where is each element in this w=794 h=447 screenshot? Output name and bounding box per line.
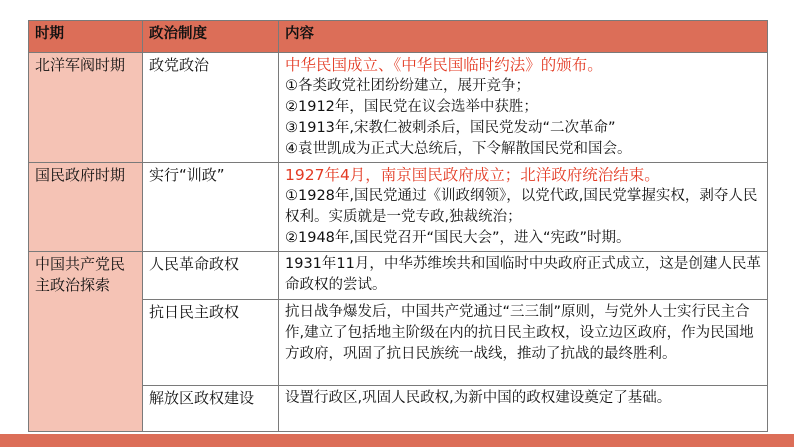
content-cell — [279, 163, 768, 252]
highlight-text: 中华民国成立、《中华民国临时约法》的颁布。 — [285, 56, 603, 74]
content-cell: 抗日战争爆发后，中国共产党通过“三三制”原则，与党外人士实行民主合作,建立了包括地主阶级在内的抗日民主政权，设立边区政府，作为民国地方政府，巩固了抗日民族统一战线，推动了抗战的最终胜利。 — [279, 300, 768, 386]
system-cell: 抗日民主政权 — [143, 300, 279, 386]
history-table — [28, 20, 768, 432]
content-cell — [279, 53, 768, 163]
content-cell: 1931年11月，中华苏维埃共和国临时中央政府正式成立，这是创建人民革命政权的尝试。 — [279, 252, 768, 300]
content-line: ④袁世凯成为正式大总统后，下令解散国民党和国会。 — [285, 141, 632, 157]
system-cell: 政党政治 — [143, 53, 279, 163]
content-line: ③1913年,宋教仁被刺杀后，国民党发动“二次革命” — [285, 120, 616, 136]
header-system: 政治制度 — [143, 21, 279, 53]
header-row — [29, 21, 768, 53]
content-line: ①各类政党社团纷纷建立，展开竞争； — [285, 78, 530, 94]
table-row — [29, 252, 768, 300]
table-row — [29, 163, 768, 252]
content-cell: 设置行政区,巩固人民政权,为新中国的政权建设奠定了基础。 — [279, 386, 768, 432]
header-content: 内容 — [279, 21, 768, 53]
table-row — [29, 53, 768, 163]
bottom-accent-bar — [0, 434, 794, 447]
period-cell: 中国共产党民主政治探索 — [29, 252, 143, 432]
highlight-text: 1927年4月，南京国民政府成立；北洋政府统治结束。 — [285, 166, 660, 184]
system-cell: 解放区政权建设 — [143, 386, 279, 432]
header-period: 时期 — [29, 21, 143, 53]
system-cell: 人民革命政权 — [143, 252, 279, 300]
system-cell: 实行“训政” — [143, 163, 279, 252]
content-line: ②1948年,国民党召开“国民大会”，进入“宪政”时期。 — [285, 230, 631, 246]
period-cell: 国民政府时期 — [29, 163, 143, 252]
content-line: ②1912年，国民党在议会选举中获胜； — [285, 99, 538, 115]
content-line: ①1928年,国民党通过《训政纲领》，以党代政,国民党掌握实权，剥夺人民权利。实质就是一党专政,独裁统治； — [285, 188, 758, 225]
period-cell: 北洋军阀时期 — [29, 53, 143, 163]
